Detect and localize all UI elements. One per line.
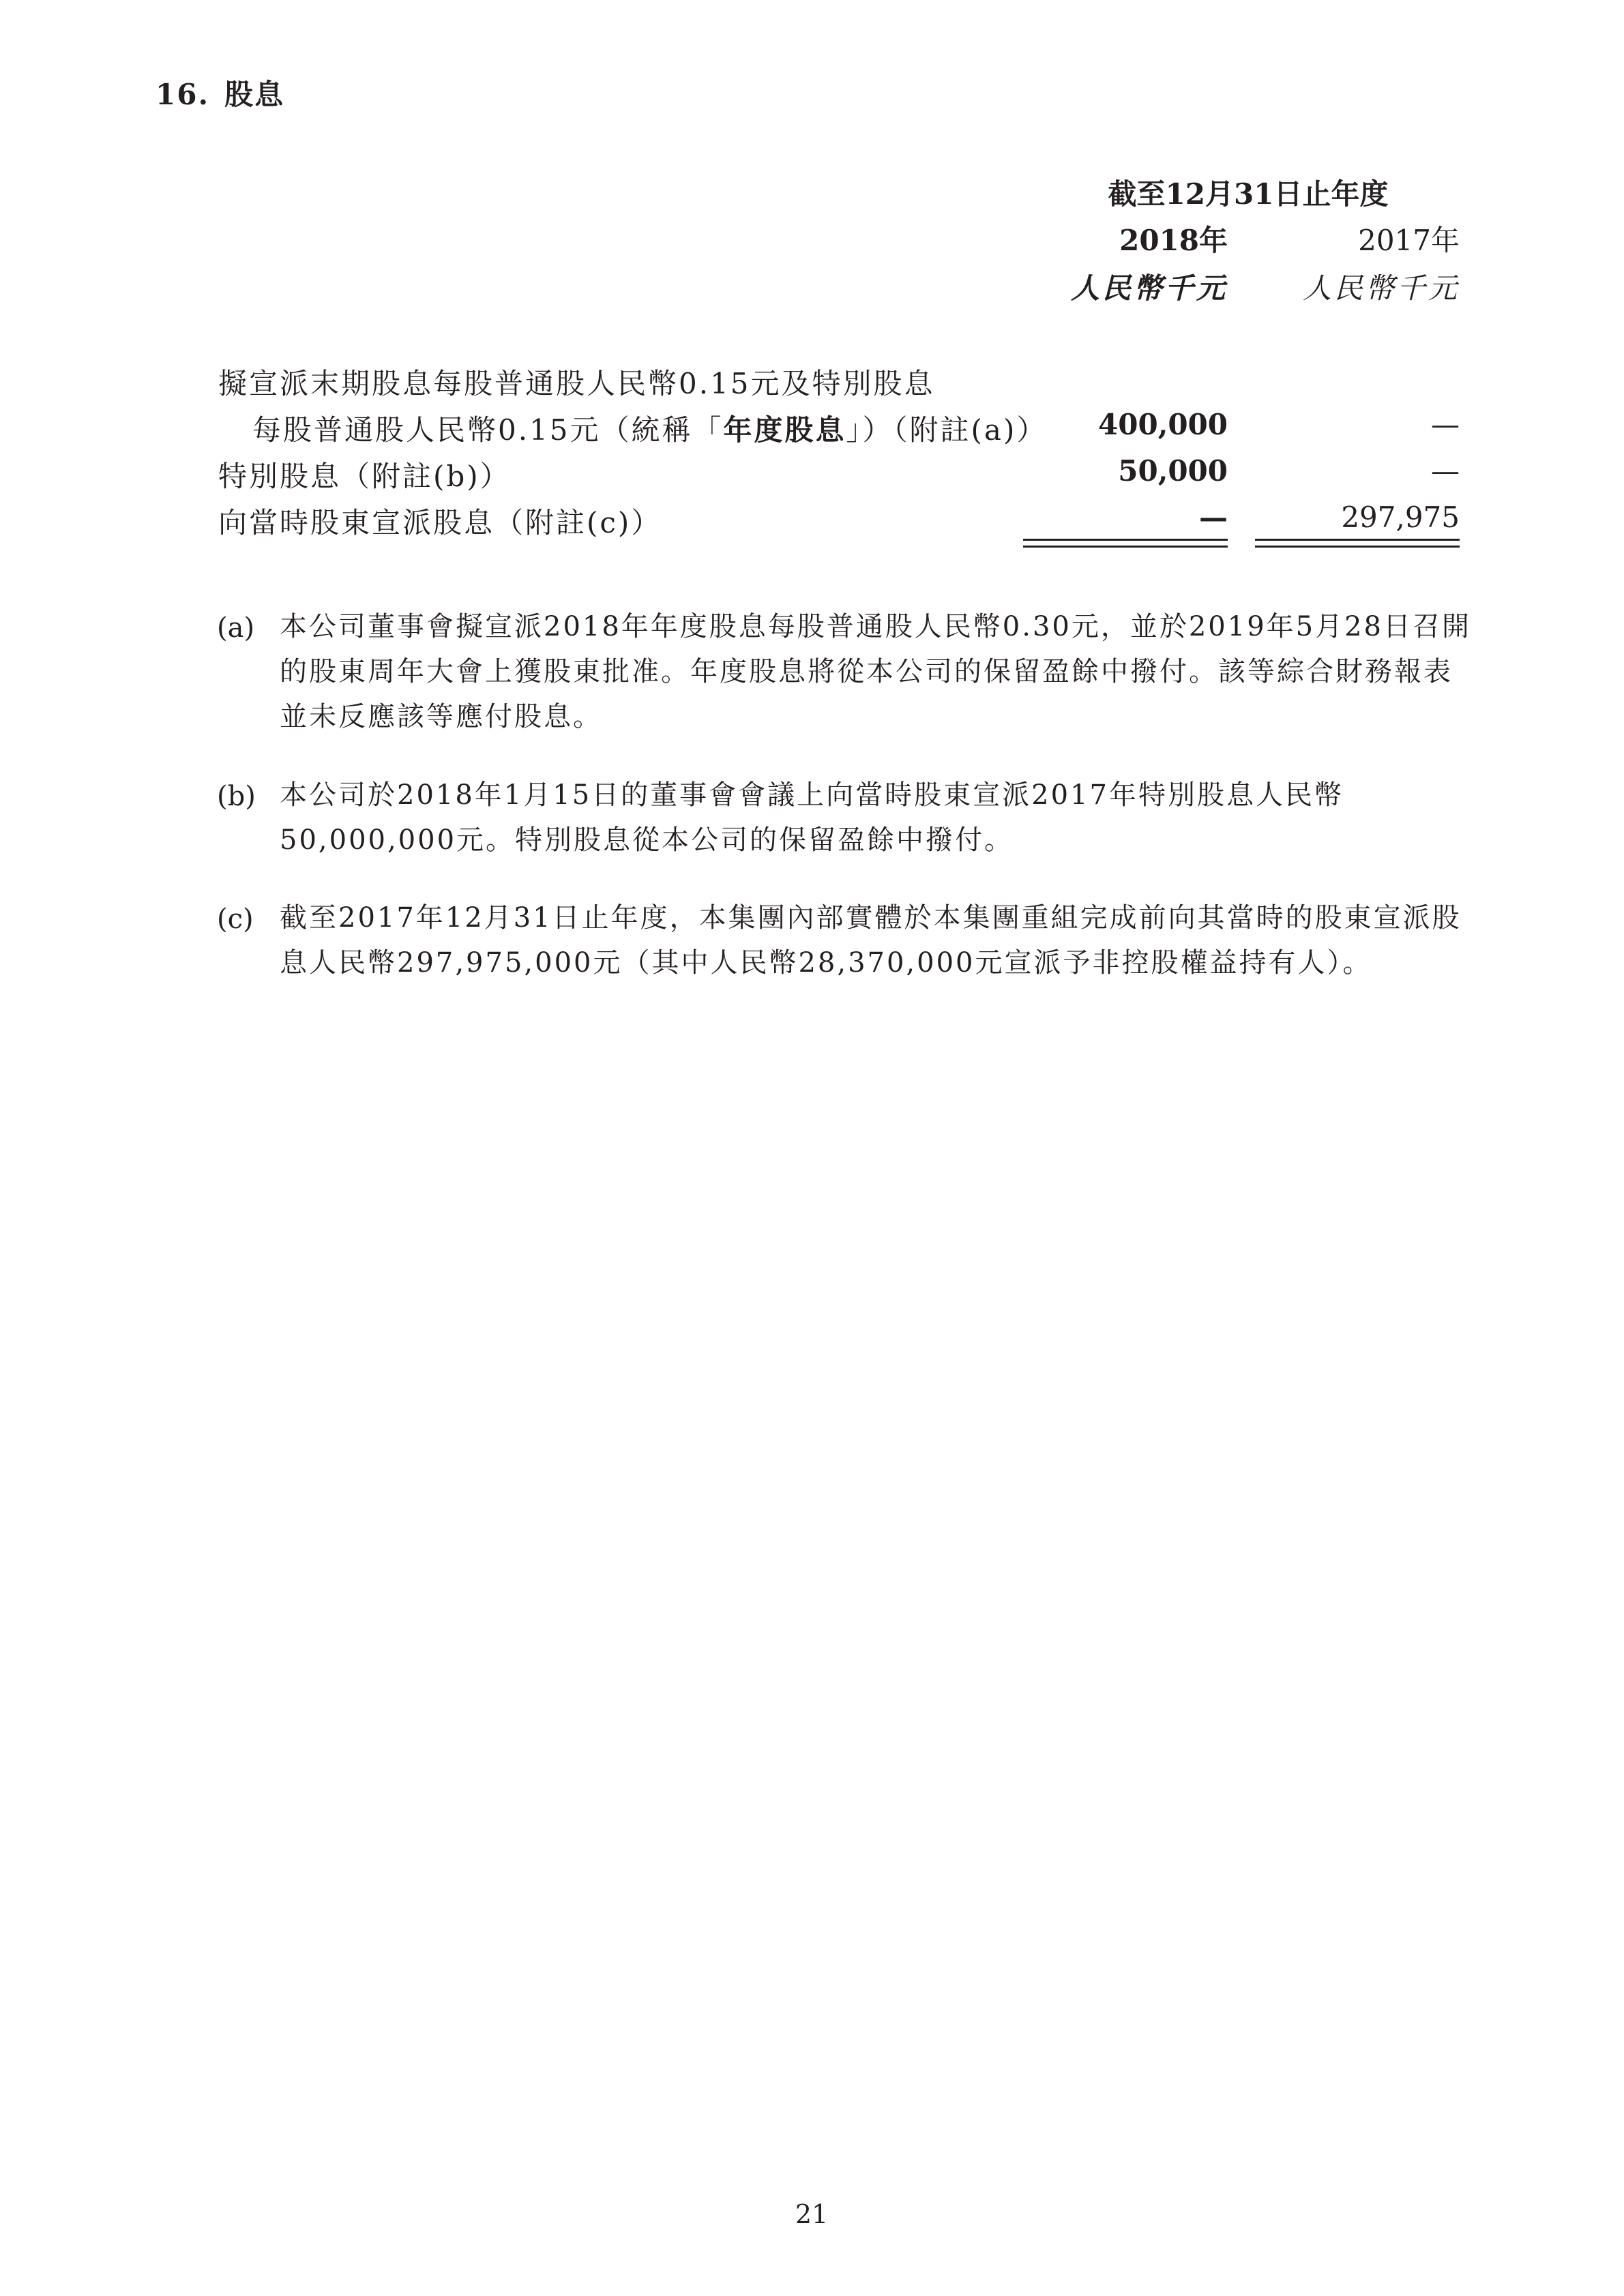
- column-unit-2018: 人民幣千元: [1070, 271, 1228, 305]
- note-text-c: 截至2017年12月31日止年度，本集團內部實體於本集團重組完成前向其當時的股東宣派股息人民幣297,975,000元（其中人民幣28,370,000元宣派予非控股權益持有人）。: [280, 902, 1462, 979]
- row-final-dividend-2017: —: [1431, 408, 1460, 441]
- note-marker-a: (a): [217, 612, 255, 644]
- row-dividend-to-shareholders-2018: —: [1199, 501, 1228, 534]
- note-marker-b: (b): [217, 781, 256, 812]
- row-special-dividend-label: 特別股息（附註(b)）: [218, 460, 511, 493]
- total-rule-2017-top: [1255, 539, 1460, 541]
- row-final-dividend-label-line1: 擬宣派末期股息每股普通股人民幣0.15元及特別股息: [218, 367, 935, 400]
- row-special-dividend-2018: 50,000: [1118, 454, 1228, 488]
- total-rule-2017-bottom: [1255, 546, 1460, 548]
- note-text-b: 本公司於2018年1月15日的董事會會議上向當時股東宣派2017年特別股息人民幣50,000,000元。特別股息從本公司的保留盈餘中撥付。: [280, 779, 1344, 856]
- total-rule-2018-bottom: [1023, 546, 1228, 548]
- section-number: 16.: [156, 78, 210, 111]
- row-special-dividend-2017: —: [1431, 454, 1460, 488]
- note-marker-c: (c): [217, 904, 254, 935]
- column-year-2018: 2018年: [1119, 224, 1228, 257]
- section-title: 股息: [224, 78, 285, 111]
- label-part: 每股普通股人民幣0.15元（統稱「: [252, 413, 724, 447]
- label-emphasis: 年度股息: [723, 413, 846, 447]
- total-rule-2018-top: [1023, 539, 1228, 541]
- row-dividend-to-shareholders-2017: 297,975: [1341, 501, 1460, 534]
- column-year-2017: 2017年: [1358, 224, 1460, 257]
- row-dividend-to-shareholders-label: 向當時股東宣派股息（附註(c)）: [218, 506, 662, 539]
- note-text-a: 本公司董事會擬宣派2018年年度股息每股普通股人民幣0.30元，並於2019年5月28日召開的股東周年大會上獲股東批准。年度股息將從本公司的保留盈餘中撥付。該等綜合財務報表並未反應該等應付股息。: [280, 611, 1472, 732]
- row-final-dividend-label-line2: [252, 408, 1047, 449]
- page-number: 21: [795, 2199, 829, 2229]
- row-final-dividend-2018: 400,000: [1098, 408, 1228, 441]
- label-part: 」）（附註(a)）: [846, 413, 1048, 447]
- period-header: 截至12月31日止年度: [1108, 177, 1389, 211]
- section-heading: [156, 72, 284, 113]
- column-unit-2017: 人民幣千元: [1302, 271, 1460, 305]
